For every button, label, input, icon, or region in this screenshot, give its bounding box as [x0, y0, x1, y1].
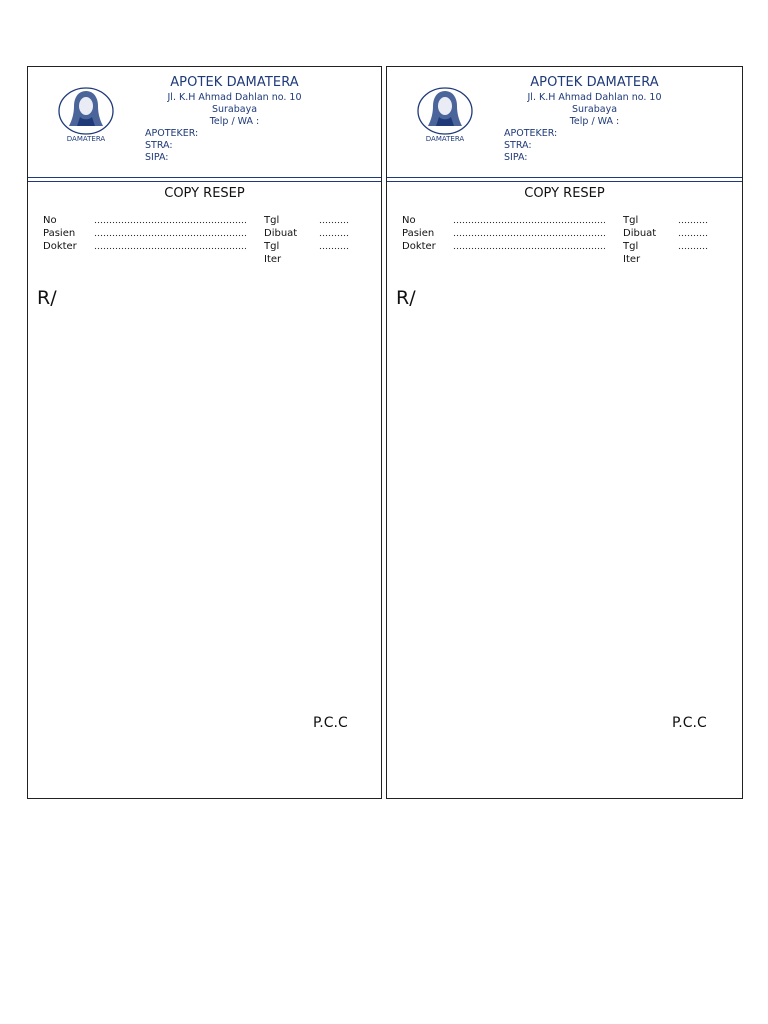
- field-pasien-label: Pasien: [402, 228, 435, 239]
- logo-text: DAMATERA: [66, 135, 106, 143]
- header-divider: [28, 181, 381, 182]
- stra-label: STRA:: [504, 140, 532, 151]
- pcc-signature: P.C.C: [672, 715, 707, 731]
- apoteker-label: APOTEKER:: [504, 128, 558, 139]
- field-tgl-label: Tgl: [623, 215, 639, 226]
- header-divider: [387, 181, 742, 182]
- field-dokter-label: Dokter: [402, 241, 436, 252]
- pharmacy-address: Jl. K.H Ahmad Dahlan no. 10: [167, 92, 302, 103]
- pharmacy-phone: Telp / WA :: [569, 116, 620, 127]
- rx-symbol: R/: [396, 287, 416, 309]
- field-dibuat-dotted-line: [319, 230, 349, 238]
- copy-resep-form-right: [386, 66, 743, 799]
- field-pasien-dotted-line: [94, 230, 246, 238]
- apoteker-label: APOTEKER:: [145, 128, 199, 139]
- form-title: COPY RESEP: [164, 186, 245, 201]
- field-no-dotted-line: [453, 217, 605, 225]
- rx-symbol: R/: [37, 287, 57, 309]
- form-header: [28, 67, 381, 179]
- header-divider: [387, 177, 742, 178]
- field-tgl2-label: Tgl: [264, 241, 280, 252]
- logo-text: DAMATERA: [425, 135, 465, 143]
- stra-label: STRA:: [145, 140, 173, 151]
- sipa-label: SIPA:: [504, 152, 528, 163]
- field-tgl-dotted-line: [678, 217, 708, 225]
- field-dokter-dotted-line: [94, 243, 246, 251]
- field-tgl2-label: Tgl: [623, 241, 639, 252]
- field-tgl2-dotted-line: [319, 243, 349, 251]
- form-title: COPY RESEP: [524, 186, 605, 201]
- field-no-label: No: [402, 215, 416, 226]
- field-tgl2-dotted-line: [678, 243, 708, 251]
- field-tgl-dotted-line: [319, 217, 349, 225]
- pharmacy-name: APOTEK DAMATERA: [170, 75, 299, 90]
- field-dibuat-dotted-line: [678, 230, 708, 238]
- pharmacy-city: Surabaya: [571, 104, 618, 115]
- pharmacy-city: Surabaya: [211, 104, 258, 115]
- pharmacy-phone: Telp / WA :: [209, 116, 260, 127]
- field-iter-label: Iter: [264, 254, 282, 265]
- field-dibuat-label: Dibuat: [623, 228, 657, 239]
- field-dokter-dotted-line: [453, 243, 605, 251]
- form-header: [387, 67, 742, 179]
- field-pasien-label: Pasien: [43, 228, 76, 239]
- sipa-label: SIPA:: [145, 152, 169, 163]
- copy-resep-form-left: [27, 66, 382, 799]
- field-dibuat-label: Dibuat: [264, 228, 298, 239]
- pharmacy-address: Jl. K.H Ahmad Dahlan no. 10: [527, 92, 662, 103]
- field-dokter-label: Dokter: [43, 241, 77, 252]
- field-no-dotted-line: [94, 217, 246, 225]
- pcc-signature: P.C.C: [313, 715, 348, 731]
- pharmacy-name: APOTEK DAMATERA: [530, 75, 659, 90]
- field-pasien-dotted-line: [453, 230, 605, 238]
- field-iter-label: Iter: [623, 254, 641, 265]
- header-divider: [28, 177, 381, 178]
- field-tgl-label: Tgl: [264, 215, 280, 226]
- field-no-label: No: [43, 215, 57, 226]
